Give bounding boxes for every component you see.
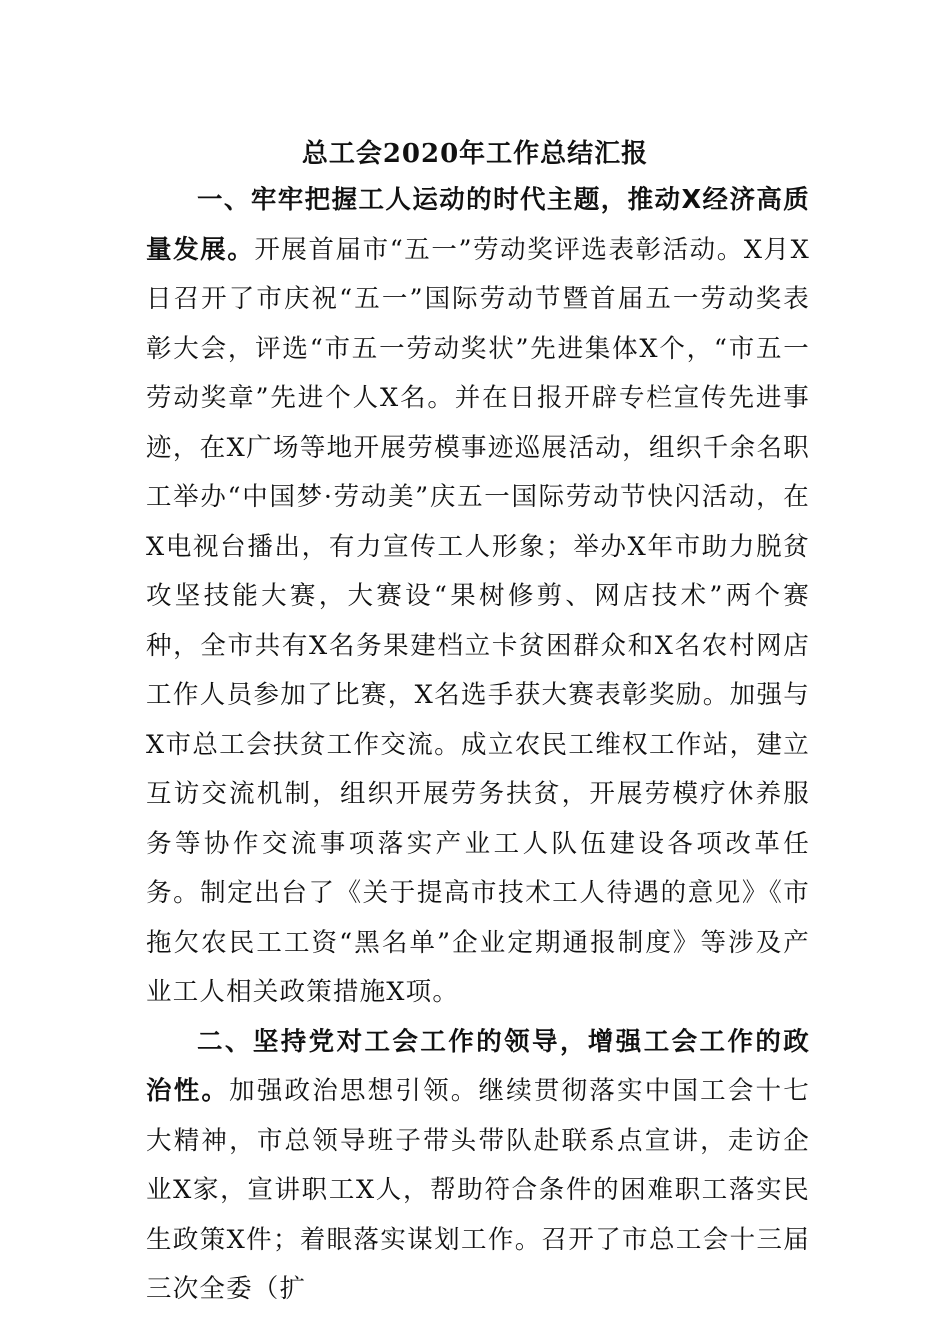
document-title: 总工会2020年工作总结汇报 [301, 139, 649, 169]
section-body-1: 开展首届市“五一”劳动奖评选表彰活动。X月X日召开了市庆祝“五一”国际劳动节暨首届五一劳动奖表彰大会，评选“市五一劳动奖状”先进集体X个，“市五一劳动奖章”先进个人X名。并在日报开辟专栏宣传先进事迹，在X广场等地开展劳模事迹巡展活动，组织千余名职工举办“中国梦·劳动美”庆五一国际劳动节快闪活动，在X电视台播出，有力宣传工人形象；举办X年市助力脱贫攻坚技能大赛，大赛设“果树修剪、网店技术”两个赛种，全市共有X名务果建档立卡贫困群众和X名农村网店工作人员参加了比赛，X名选手获大赛表彰奖励。加强与X市总工会扶贫工作交流。成立农民工维权工作站，建立互访交流机制，组织开展劳务扶贫，开展劳模疗休养服务等协作交流事项落实产业工人队伍建设各项改革任务。制定出台了《关于提高市技术工人待遇的意见》《市拖欠农民工工资“黑名单”企业定期通报制度》等涉及产业工人相关政策措施X项。 [146, 234, 810, 1007]
section-paragraph-1 [146, 176, 810, 1018]
section-paragraph-2 [146, 1018, 810, 1315]
section-body-2: 加强政治思想引领。继续贯彻落实中国工会十七大精神，市总领导班子带头带队赴联系点宣讲，走访企业X家，宣讲职工X人，帮助符合条件的困难职工落实民生政策X件；着眼落实谋划工作。召开了市总工会十三届三次全委（扩 [146, 1076, 810, 1304]
section-heading-2: 二、坚持党对工会工作的领导，增强工会工作的政治性。 [146, 1026, 810, 1106]
section-heading-1: 一、牢牢把握工人运动的时代主题，推动X经济高质量发展。 [146, 185, 810, 265]
document-body [146, 176, 810, 1315]
